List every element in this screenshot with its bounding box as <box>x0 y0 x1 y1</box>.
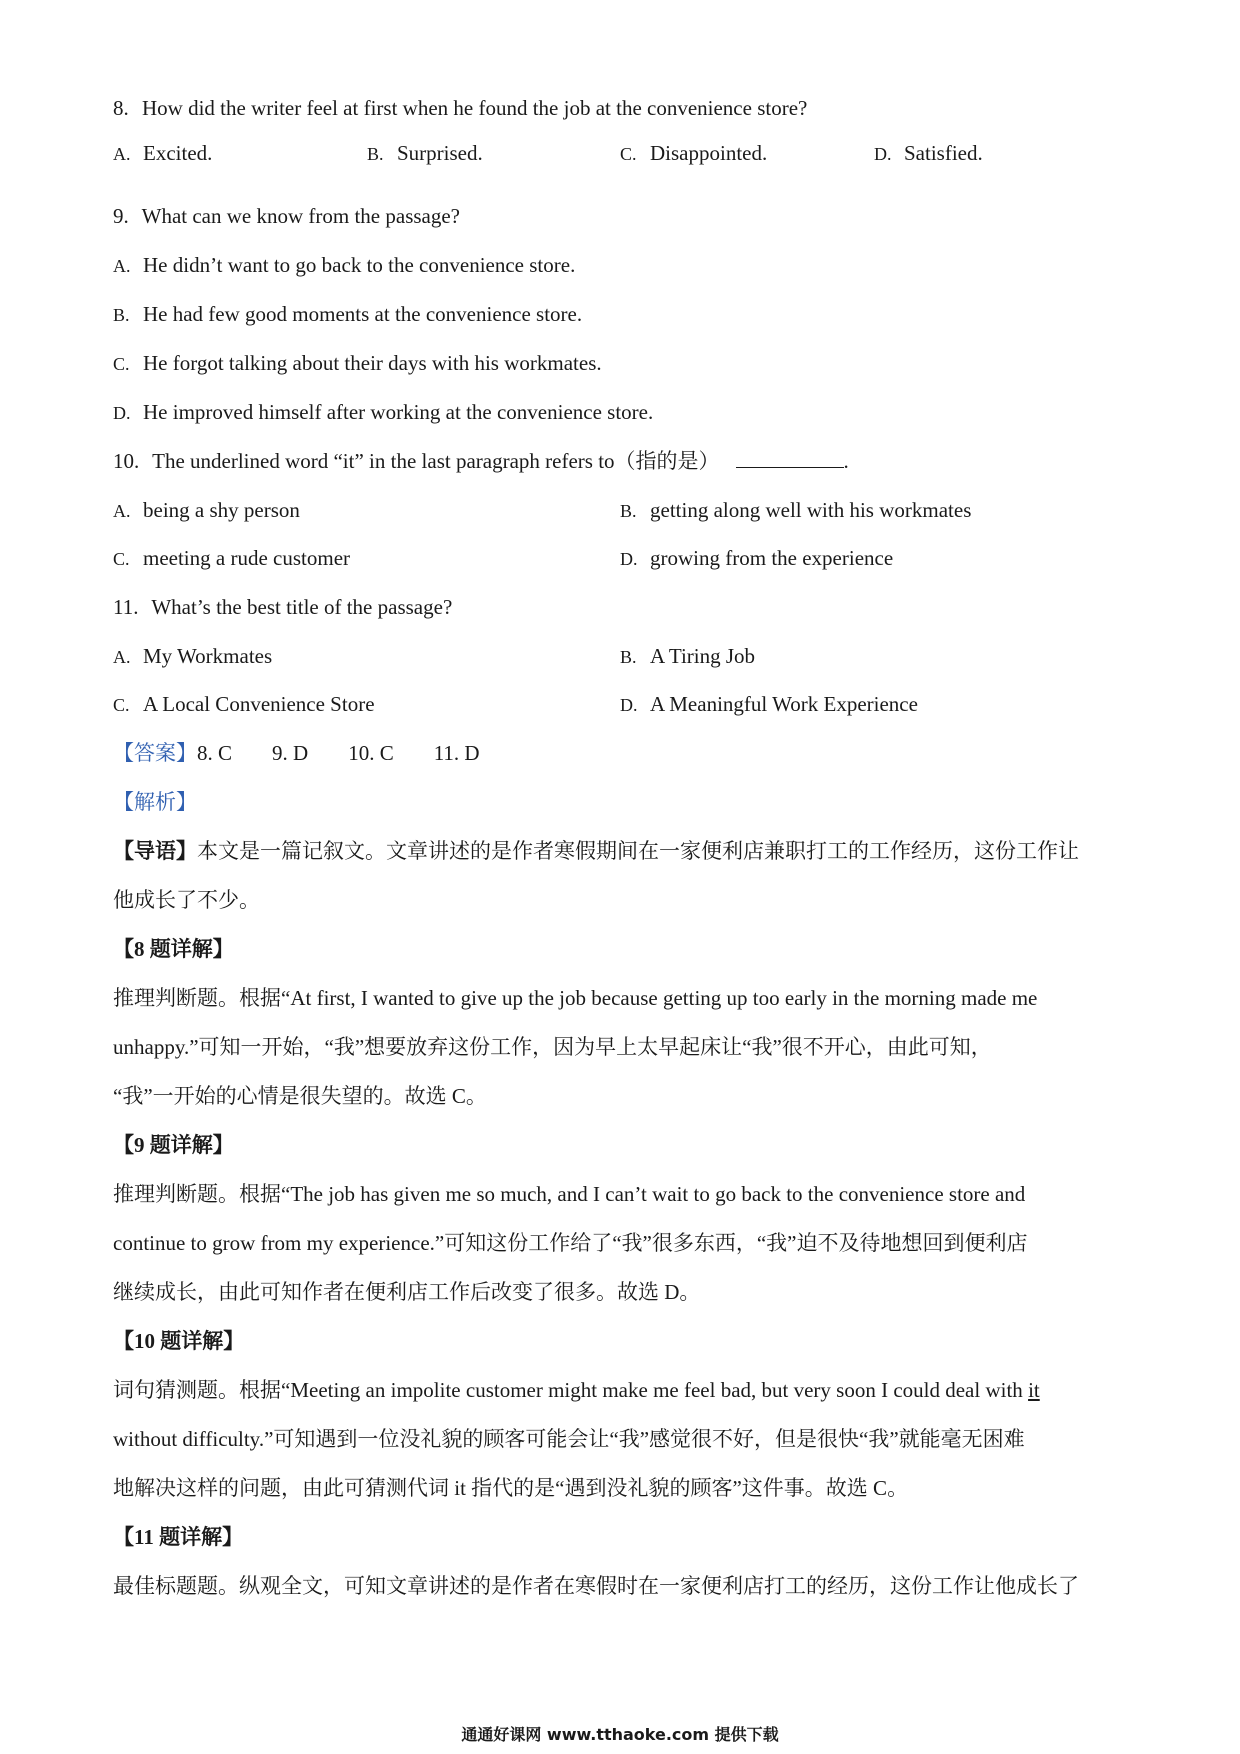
option-c: C. meeting a rude customer <box>113 546 351 570</box>
option-d: D. He improved himself after working at the convenience store. <box>113 400 654 424</box>
answer-blank <box>736 447 844 468</box>
intro-paragraph-line: 【导语】本文是一篇记叙文。文章讲述的是作者寒假期间在一家便利店兼职打工的工作经历，这份工作让 <box>113 839 1079 863</box>
detail-11-line: 最佳标题题。纵观全文，可知文章讲述的是作者在寒假时在一家便利店打工的经历，这份工作让他成长了 <box>113 1574 1079 1598</box>
question-text: What’s the best title of the passage? <box>151 595 453 619</box>
option-b: B. He had few good moments at the convenience store. <box>113 302 583 326</box>
option-a: A. My Workmates <box>113 644 273 668</box>
option-a: A. being a shy person <box>113 498 300 522</box>
question-11 <box>113 593 452 621</box>
option-d: D. growing from the experience <box>620 546 894 570</box>
option-c: C. He forgot talking about their days with his workmates. <box>113 351 602 375</box>
detail-11-label: 【11 题详解】 <box>113 1525 244 1549</box>
intro-paragraph-line: 他成长了不少。 <box>113 888 260 912</box>
answer-label: 【答案】 <box>113 741 197 765</box>
option-a: A. He didn’t want to go back to the convenience store. <box>113 253 576 277</box>
question-number: 9. <box>113 204 129 228</box>
page-footer: 通通好课网 www.tthaoke.com 提供下载 <box>461 1725 779 1744</box>
answer-key <box>113 739 480 767</box>
detail-10-label: 【10 题详解】 <box>113 1329 245 1353</box>
answer-item: 10. C <box>348 741 394 765</box>
option-a: A. Excited. <box>113 141 213 165</box>
detail-9-line: 继续成长，由此可知作者在便利店工作后改变了很多。故选 D。 <box>113 1280 701 1304</box>
answer-item: 8. C <box>197 741 233 765</box>
question-text: What can we know from the passage? <box>141 204 460 228</box>
answer-item: 9. D <box>272 741 309 765</box>
detail-9-line: continue to grow from my experience.”可知这份工作给了“我”很多东西，“我”迫不及待地想回到便利店 <box>113 1231 1028 1255</box>
question-9 <box>113 202 460 230</box>
option-d: D. Satisfied. <box>874 141 983 165</box>
question-number: 10. <box>113 449 140 473</box>
detail-10-line: without difficulty.”可知遇到一位没礼貌的顾客可能会让“我”感觉很不好，但是很快“我”就能毫无困难 <box>113 1427 1025 1451</box>
detail-8-line: 推理判断题。根据“At first, I wanted to give up the job because getting up too early in the morning made me <box>113 986 1038 1010</box>
detail-10-line: 词句猜测题。根据“Meeting an impolite customer might make me feel bad, but very soon I could deal with it <box>113 1378 1040 1402</box>
option-c: C. Disappointed. <box>620 141 768 165</box>
option-b: B. getting along well with his workmates <box>620 498 972 522</box>
detail-8-label: 【8 题详解】 <box>113 937 234 961</box>
intro-label: 【导语】 <box>113 839 197 863</box>
question-text: The underlined word “it” in the last paragraph refers to（指的是） <box>152 449 720 473</box>
analysis-label: 【解析】 <box>113 790 197 814</box>
detail-10-line: 地解决这样的问题，由此可猜测代词 it 指代的是“遇到没礼貌的顾客”这件事。故选 C。 <box>113 1476 909 1500</box>
detail-8-line: “我”一开始的心情是很失望的。故选 C。 <box>113 1084 487 1108</box>
option-b: B. A Tiring Job <box>620 644 756 668</box>
option-b: B. Surprised. <box>367 141 483 165</box>
question-number: 11. <box>113 595 139 619</box>
detail-9-line: 推理判断题。根据“The job has given me so much, and I can’t wait to go back to the convenience store and <box>113 1182 1026 1206</box>
question-10: 10. The underlined word “it” in the last paragraph refers to（指的是） . <box>113 449 849 473</box>
detail-8-line: unhappy.”可知一开始，“我”想要放弃这份工作，因为早上太早起床让“我”很不开心，由此可知， <box>113 1035 992 1059</box>
question-number: 8. <box>113 96 129 120</box>
detail-9-label: 【9 题详解】 <box>113 1133 234 1157</box>
question-text: How did the writer feel at first when he found the job at the convenience store? <box>142 96 808 120</box>
underlined-word: it <box>1028 1378 1040 1402</box>
question-8 <box>113 94 807 122</box>
answer-item: 11. D <box>433 741 480 765</box>
option-d: D. A Meaningful Work Experience <box>620 692 918 716</box>
option-c: C. A Local Convenience Store <box>113 692 375 716</box>
